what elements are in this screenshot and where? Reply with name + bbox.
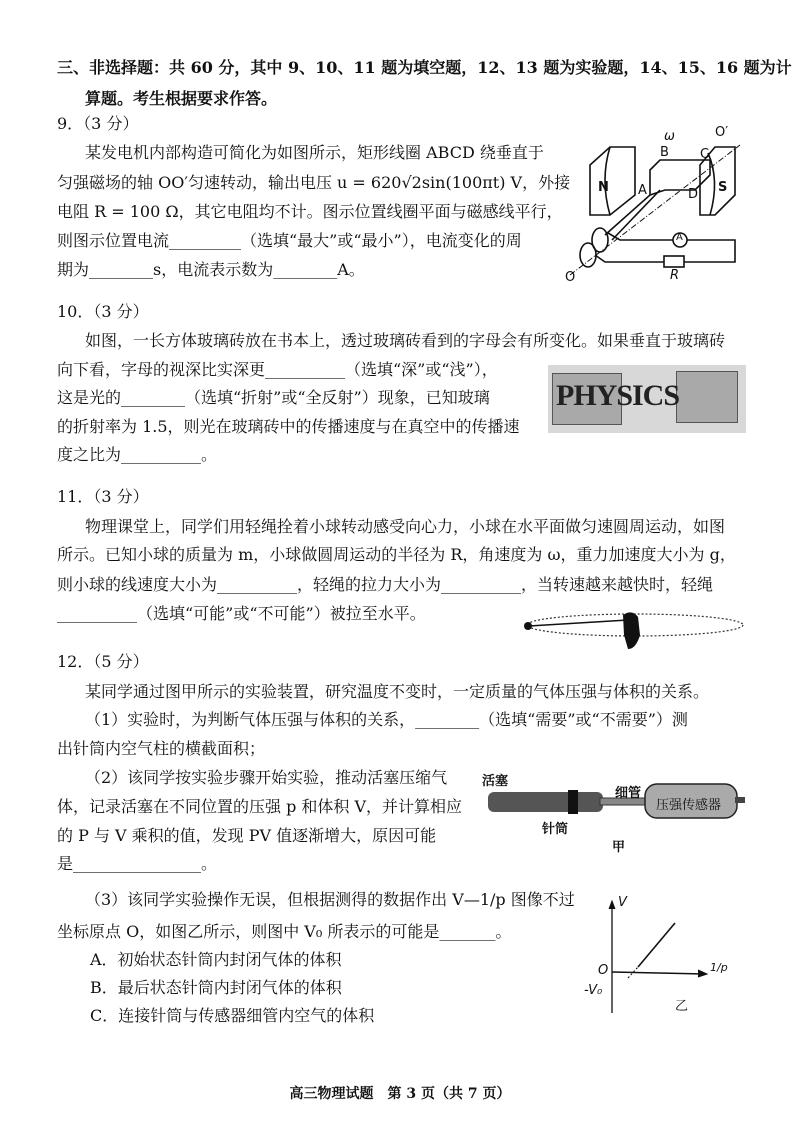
section-heading-cont: 算题。考生根据要求作答。 — [85, 89, 278, 108]
magnet-n-label: N — [598, 180, 609, 195]
q12-part2: （2）该同学按实验步骤开始实验，推动活塞压缩气 — [85, 768, 448, 787]
syringe-figure — [480, 770, 750, 855]
q11-line: 物理课堂上，同学们用轻绳拴着小球转动感受向心力，小球在水平面做匀速圆周运动，如图 — [85, 517, 726, 536]
figure-jia-caption: 甲 — [612, 840, 626, 855]
ammeter-label: A — [676, 232, 683, 243]
axis-o-prime-label: O′ — [715, 125, 729, 140]
q11-line: 则小球的线速度大小为__________，轻绳的拉力大小为__________，当转速越来越快时，轻绳 — [57, 575, 714, 594]
q11-header: 11．（3 分） — [57, 487, 149, 506]
q10-line: 度之比为__________。 — [57, 445, 218, 464]
page-footer: 高三物理试题 第 3 页（共 7 页） — [289, 1086, 511, 1102]
q11-line: __________（选填“可能”或“不可能”）被拉至水平。 — [57, 604, 426, 623]
q12-part3: （3）该同学实验操作无误，但根据测得的数据作出 V—1/p 图像不过 — [85, 890, 575, 909]
q10-line: 如图，一长方体玻璃砖放在书本上，透过玻璃砖看到的字母会有所变化。如果垂直于玻璃砖 — [85, 331, 726, 350]
q10-header: 10．（3 分） — [57, 302, 149, 321]
v-inverse-p-graph — [580, 895, 730, 1020]
physics-glass-photo — [548, 365, 746, 433]
q9-line: 电阻 R = 100 Ω，其它电阻均不计。图示位置线圈平面与磁感线平行， — [57, 202, 563, 221]
piston-label: 活塞 — [482, 774, 509, 789]
option-c: C．连接针筒与传感器细管内空气的体积 — [90, 1006, 375, 1025]
tube-label: 细管 — [615, 786, 642, 801]
option-b: B．最后状态针筒内封闭气体的体积 — [90, 978, 342, 997]
generator-figure — [560, 125, 760, 290]
q12-part2: 体，记录活塞在不同位置的压强 p 和体积 V，并计算相应 — [57, 797, 463, 816]
coil-d-label: D — [688, 187, 699, 202]
x-axis-label: 1/p — [710, 961, 728, 974]
section-heading: 三、非选择题：共 60 分，其中 9、10、11 题为填空题，12、13 题为实验题，14、15、16 题为计 — [57, 58, 792, 77]
figure-yi-caption: 乙 — [675, 999, 689, 1014]
q11-line: 所示。已知小球的质量为 m，小球做圆周运动的半径为 R，角速度为 ω，重力加速度大小为 g， — [57, 545, 736, 564]
omega-label: ω — [664, 129, 675, 144]
intercept-label: -V₀ — [584, 983, 603, 998]
coil-b-label: B — [660, 145, 669, 160]
option-a: A．初始状态针筒内封闭气体的体积 — [90, 950, 342, 969]
q10-line: 向下看，字母的视深比实深更__________（选填“深”或“浅”）， — [57, 360, 498, 379]
magnet-s-label: S — [718, 180, 728, 195]
q12-part1: （1）实验时，为判断气体压强与体积的关系，________（选填“需要”或“不需要”）测 — [85, 710, 688, 729]
physics-text: PHYSICS — [556, 379, 680, 412]
q12-intro: 某同学通过图甲所示的实验装置，研究温度不变时，一定质量的气体压强与体积的关系。 — [85, 682, 710, 701]
q10-line: 的折射率为 1.5，则光在玻璃砖中的传播速度与在真空中的传播速 — [57, 417, 520, 436]
origin-label: O — [598, 963, 609, 978]
syringe-label: 针筒 — [542, 822, 569, 837]
coil-a-label: A — [638, 183, 647, 198]
q10-line: 这是光的________（选填“折射”或“全反射”）现象，已知玻璃 — [57, 388, 490, 407]
sensor-label: 压强传感器 — [656, 798, 722, 813]
resistor-label: R — [670, 268, 680, 283]
q12-part2: 的 P 与 V 乘积的值，发现 PV 值逐渐增大，原因可能 — [57, 826, 437, 845]
q9-line: 匀强磁场的轴 OO′匀速转动，输出电压 u = 620√2sin(100πt) V，外接 — [57, 173, 571, 192]
q12-header: 12．（5 分） — [57, 652, 149, 671]
y-axis-label: V — [618, 895, 627, 910]
circular-motion-figure — [520, 605, 745, 655]
q12-part2: 是________________。 — [57, 854, 218, 873]
q9-line: 某发电机内部构造可简化为如图所示，矩形线圈 ABCD 绕垂直于 — [85, 143, 544, 162]
coil-c-label: C — [700, 147, 710, 162]
q9-header: 9．（3 分） — [57, 114, 139, 133]
q12-part1-cont: 出针筒内空气柱的横截面积； — [57, 739, 266, 758]
q12-part3-cont: 坐标原点 O，如图乙所示，则图中 V₀ 所表示的可能是_______。 — [57, 922, 512, 941]
q9-line: 则图示位置电流_________（选填“最大”或“最小”），电流变化的周 — [57, 231, 522, 250]
axis-o-label: O — [565, 270, 576, 285]
q9-line: 期为________s，电流表示数为________A。 — [57, 260, 365, 279]
